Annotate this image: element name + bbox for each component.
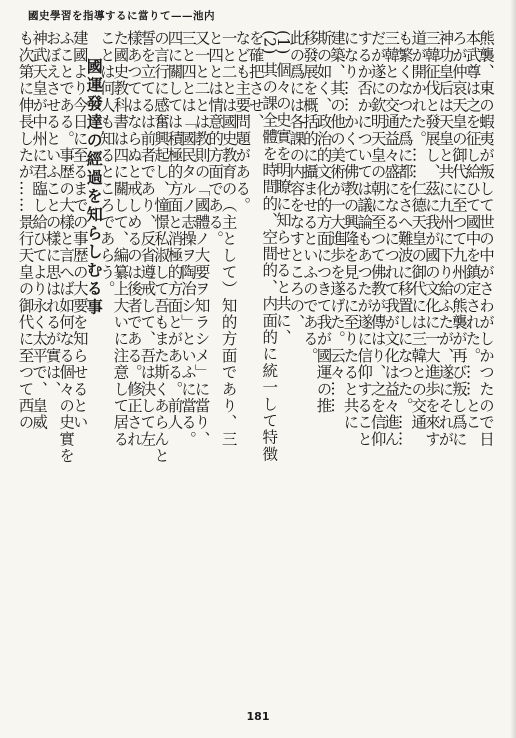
text-column: 四に關しては積極的方面と消極的方面とがある。前人: [165, 30, 184, 431]
text-column: 神武天皇が中州に君臨し給ひてより永く太平で、皇威: [30, 30, 49, 431]
text-column: ふことである。事歴の大樣と言へば如何なる個々の史實を: [57, 30, 76, 465]
text-column: 道が開かれた。……仁德天皇の御代には三韓との交通: [409, 30, 428, 431]
text-column: 移發展を概括的に攝ませるといふのである。: [300, 30, 319, 364]
text-column: 建國より今日に至るまでの事歴の大要を知らせるとい: [70, 30, 89, 431]
text-column: も繁くなつた爲に都をさへ難波に移置しになつた。……: [395, 30, 414, 448]
text-column: 三韓征伐と發展し、茲に我が國の文化に一大進歩を來す: [422, 30, 441, 448]
text-column: するか否かについては議論もあつたが遂に信仰すること: [355, 30, 374, 448]
text-column: 一と二とは國史教育の（主として）知的方面であり、三: [219, 30, 238, 448]
text-column: (1) 個々の史實を明瞭に知らせると共に、: [273, 30, 292, 346]
text-column: 熊襲、東の蝦夷が叛して世の中がさわがしかつたので日: [476, 30, 495, 448]
text-column: 建築、其の他の美術が一大進歩を遂げた。云々……: [328, 30, 347, 415]
text-column: 神功皇后は天皇と共に九州に下り給ふたが、遂にそれが: [436, 30, 455, 448]
text-column: なども主要問題がある。: [233, 30, 252, 214]
text-column: た國史教科書は四に關して、編纂上大いに注意して居る: [111, 30, 130, 448]
text-column: の言行に感奮興起し、憧憬私淑して吾もまた斯くあらんと: [151, 30, 170, 465]
text-column: 樣あつてはならぬと戒しめるのは後者である。修正され: [124, 30, 143, 448]
text-column: になり……かくて佛教の興隆を見るに至りたると共に: [341, 30, 360, 431]
text-column: を確把させ、: [246, 30, 265, 131]
text-column: (2) 其の課全體を時間的、空間的、内面的に統一して特徴: [260, 30, 279, 463]
text-column: ろが仲哀天皇の御代に至つて九州の熊襲が再び叛し爲に: [449, 30, 468, 448]
page-number: 181: [246, 710, 270, 723]
text-column: 此の爲には各課の内容をなすところの、: [287, 30, 306, 331]
text-column: 又一と二とは教則の「國體ノ大要ヲ知ラシメ」に當り、: [192, 30, 211, 448]
text-column: 斯の如く、政治的文化的方面につきて我が國運の推: [314, 30, 333, 415]
text-column: 三と四とは「國民タルノ志操ヲ陶冶シ」といふに當る。: [179, 30, 198, 448]
text-column: だが遂に欽明天皇の朝に至つて佛教が傳はり、之を信仰: [368, 30, 387, 448]
text-column: と四とは情意的方面である。: [206, 30, 225, 248]
text-column: ことは何人も知るところであらう。: [97, 30, 116, 298]
text-column: も次第に伸長したが……景行天皇の御代に至つて西の: [16, 30, 35, 431]
page-fold-shadow: [510, 0, 516, 738]
text-column: 誓を立てるは前者であり、反省遵戒して、吾は決して左: [138, 30, 157, 448]
section-heading: 國運發達の經過を知らしむる事: [84, 58, 104, 317]
text-column: 本武尊は之を征し給ひて國中を鎮定された。……とこ: [463, 30, 482, 431]
running-header: 國史學習を指導するに當りて——池内: [28, 10, 215, 22]
text-column: おぼえさせるといふことの樣に思はれるが實は、: [43, 30, 62, 398]
text-column: 三韓との交通益々盛になるにつれて我が文化は益々進ん: [382, 30, 401, 448]
